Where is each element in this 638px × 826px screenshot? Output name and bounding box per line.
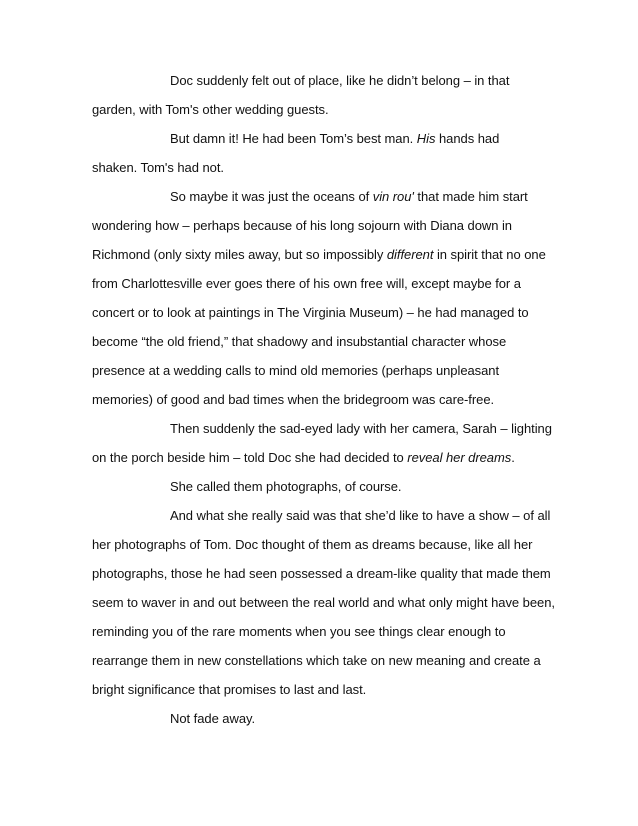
text-line-7 <box>92 247 546 263</box>
text-line-10 <box>92 334 506 350</box>
text-run: concert or to look at paintings in The Virginia Museum) – he had managed to <box>92 305 529 320</box>
text-run: Then suddenly the sad-eyed lady with her camera, Sarah – lighting <box>170 421 552 436</box>
text-run: reminding you of the rare moments when you see things clear enough to <box>92 624 506 639</box>
text-run: rearrange them in new constellations which take on new meaning and create a <box>92 653 541 668</box>
text-line-1 <box>170 73 509 89</box>
text-line-8 <box>92 276 521 292</box>
text-run: hands had <box>435 131 500 146</box>
text-line-4 <box>92 160 224 176</box>
text-run: from Charlottesville ever goes there of his own free will, except maybe for a <box>92 276 521 291</box>
text-line-2 <box>92 102 329 118</box>
text-line-3 <box>170 131 499 147</box>
text-run: that made him start <box>413 189 528 204</box>
text-run: wondering how – perhaps because of his long sojourn with Diana down in <box>92 218 512 233</box>
text-line-5 <box>170 189 528 205</box>
text-run: . <box>511 450 515 465</box>
text-run: memories) of good and bad times when the bridegroom was care-free. <box>92 392 495 407</box>
text-run: in spirit that no one <box>433 247 546 262</box>
text-line-20 <box>92 624 506 640</box>
text-run: And what she really said was that she’d like to have a show – of all <box>170 508 551 523</box>
text-run: She called them photographs, of course. <box>170 479 402 494</box>
text-line-17 <box>92 537 532 553</box>
text-line-22 <box>92 682 366 698</box>
text-run: Doc suddenly felt out of place, like he didn’t belong – in that <box>170 73 510 88</box>
text-run: So maybe it was just the oceans of <box>170 189 373 204</box>
text-line-9 <box>92 305 529 321</box>
text-line-16 <box>170 508 550 524</box>
text-line-18 <box>92 566 551 582</box>
text-line-11 <box>92 363 499 379</box>
text-line-6 <box>92 218 512 234</box>
text-line-19 <box>92 595 555 611</box>
text-line-23 <box>170 711 255 727</box>
text-line-15 <box>170 479 401 495</box>
text-line-12 <box>92 392 494 408</box>
italic-text-run: His <box>416 131 436 146</box>
text-run: her photographs of Tom. Doc thought of them as dreams because, like all her <box>92 537 533 552</box>
text-run: But damn it! He had been Tom’s best man. <box>170 131 417 146</box>
text-line-13 <box>170 421 552 437</box>
text-run: become “the old friend,” that shadowy and insubstantial character whose <box>92 334 507 349</box>
text-run: photographs, those he had seen possessed a dream-like quality that made them <box>92 566 551 581</box>
text-run: shaken. Tom's had not. <box>92 160 224 175</box>
text-run: bright significance that promises to last and last. <box>92 682 367 697</box>
text-run: garden, with Tom's other wedding guests. <box>92 102 329 117</box>
text-line-21 <box>92 653 541 669</box>
italic-text-run: reveal her dreams <box>407 450 512 465</box>
text-run: seem to waver in and out between the real world and what only might have been, <box>92 595 555 610</box>
italic-text-run: different <box>386 247 434 262</box>
text-run: presence at a wedding calls to mind old memories (perhaps unpleasant <box>92 363 500 378</box>
text-run: Richmond (only sixty miles away, but so impossibly <box>92 247 387 262</box>
italic-text-run: vin rou' <box>372 189 414 204</box>
text-run: Not fade away. <box>170 711 256 726</box>
text-run: on the porch beside him – told Doc she had decided to <box>92 450 408 465</box>
text-line-14 <box>92 450 515 466</box>
